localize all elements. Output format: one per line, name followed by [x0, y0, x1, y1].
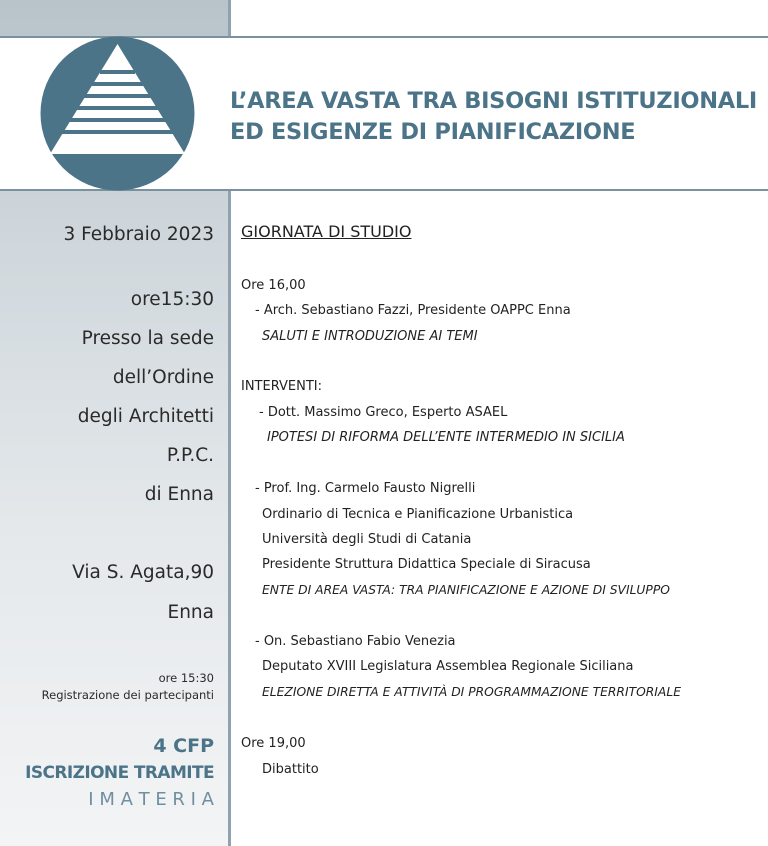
speaker-2-name: - Prof. Ing. Carmelo Fausto Nigrelli: [255, 481, 476, 496]
opening-speaker: - Arch. Sebastiano Fazzi, Presidente OAPPC Enna: [255, 303, 571, 318]
speaker-3-role: Deputato XVIII Legislatura Assemblea Regionale Siciliana: [262, 659, 634, 674]
registration-label: Registrazione dei partecipanti: [41, 688, 214, 702]
opening-topic: SALUTI E INTRODUZIONE AI TEMI: [262, 329, 478, 344]
address-line-2: Enna: [167, 602, 214, 623]
cfp-credits: 4 CFP: [153, 735, 214, 757]
event-time: ore15:30: [130, 289, 214, 310]
speaker-1-name: - Dott. Massimo Greco, Esperto ASAEL: [259, 405, 508, 420]
location-line-4: P.P.C.: [166, 445, 214, 466]
speaker-2-role-1: Ordinario di Tecnica e Pianificazione Urbanistica: [262, 507, 574, 522]
title-line-1: L’AREA VASTA TRA BISOGNI ISTITUZIONALI: [230, 88, 757, 114]
opening-time: Ore 16,00: [241, 278, 306, 293]
triangle-stripes-logo-icon: [40, 36, 195, 191]
closing-time: Ore 19,00: [241, 736, 306, 751]
speaker-2-role-3: Presidente Struttura Didattica Speciale di Siracusa: [262, 557, 591, 572]
speaker-3-name: - On. Sebastiano Fabio Venezia: [255, 634, 456, 649]
signup-platform: I M A T E R I A: [88, 789, 214, 810]
program-heading: GIORNATA DI STUDIO: [241, 222, 412, 241]
speaker-2-role-2: Università degli Studi di Catania: [262, 532, 472, 547]
speaker-2-topic: ENTE DI AREA VASTA: TRA PIANIFICAZIONE E AZIONE DI SVILUPPO: [262, 583, 670, 597]
speaker-1-topic: IPOTESI DI RIFORMA DELL’ENTE INTERMEDIO IN SICILIA: [267, 430, 625, 445]
registration-time: ore 15:30: [158, 671, 214, 685]
location-line-2: dell’Ordine: [112, 367, 214, 388]
signup-label: ISCRIZIONE TRAMITE: [25, 763, 214, 783]
closing-label: Dibattito: [262, 762, 319, 777]
address-line-1: Via S. Agata,90: [72, 562, 214, 583]
location-line-5: di Enna: [144, 484, 214, 505]
location-line-1: Presso la sede: [81, 328, 214, 349]
page-title: [230, 86, 760, 148]
event-date: 3 Febbraio 2023: [63, 224, 214, 245]
speaker-3-topic: ELEZIONE DIRETTA E ATTIVITÀ DI PROGRAMMAZIONE TERRITORIALE: [262, 685, 681, 699]
location-line-3: degli Architetti: [77, 406, 214, 427]
interventions-label: INTERVENTI:: [241, 379, 323, 394]
title-line-2: ED ESIGENZE DI PIANIFICAZIONE: [230, 119, 636, 145]
